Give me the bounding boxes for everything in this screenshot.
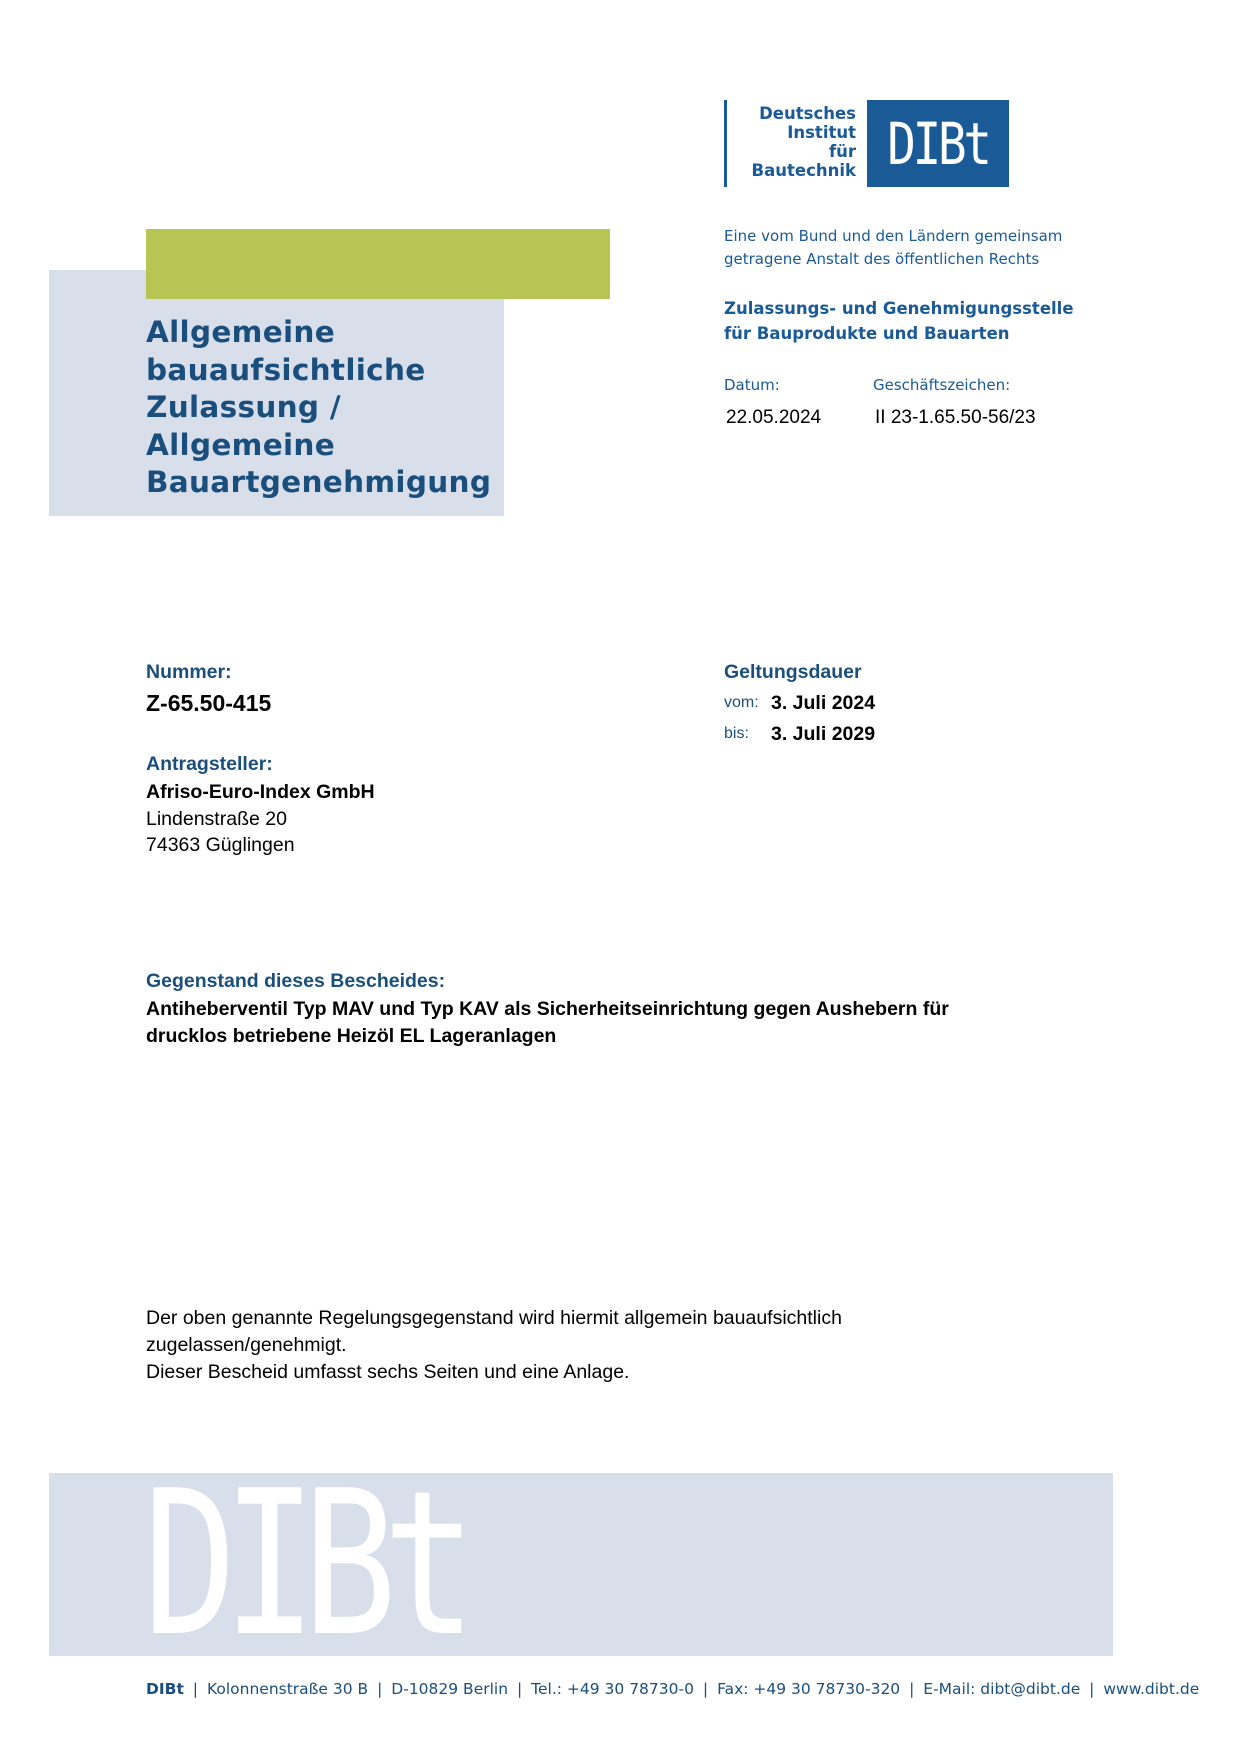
footer-separator: | (1089, 1680, 1095, 1698)
footer-fax: Fax: +49 30 78730-320 (717, 1680, 901, 1698)
number-label: Nummer: (146, 661, 232, 683)
footer-separator: | (377, 1680, 383, 1698)
subject-line-1: Antiheberventil Typ MAV und Typ KAV als Sicherheitseinrichtung gegen Aushebern für (146, 998, 949, 1020)
logo-wordmark (730, 104, 856, 180)
footer-contact-line (146, 1680, 1199, 1698)
validity-to-label: bis: (724, 725, 749, 742)
title-line-2: bauaufsichtliche (146, 352, 426, 387)
logo-mark (867, 100, 1009, 187)
title-line-5: Bauartgenehmigung (146, 465, 492, 499)
footer-address: Kolonnenstraße 30 B (206, 1680, 369, 1698)
applicant-name: Afriso-Euro-Index GmbH (146, 781, 375, 803)
date-label: Datum: (724, 376, 780, 394)
statement-line-2: zugelassen/genehmigt. (146, 1334, 347, 1356)
validity-from-label: vom: (724, 694, 759, 711)
footer-separator: | (516, 1680, 523, 1698)
logo-divider (724, 100, 727, 187)
subject-line-2: drucklos betriebene Heizöl EL Lageranlagen (146, 1025, 557, 1047)
number-value: Z-65.50-415 (146, 690, 272, 716)
footer-email[interactable]: E-Mail: dibt@dibt.de (923, 1680, 1081, 1698)
title-line-4: Allgemeine (146, 427, 336, 462)
logo-line-1: Deutsches (759, 104, 856, 123)
footer-separator: | (192, 1680, 199, 1698)
logo-line-2: Institut (787, 123, 856, 142)
title-line-3: Zulassung / (146, 390, 341, 424)
footer-tel: Tel.: +49 30 78730-0 (531, 1680, 694, 1698)
statement-line-1: Der oben genannte Regelungsgegenstand wird hiermit allgemein bauaufsichtlich (146, 1307, 842, 1329)
validity-label: Geltungsdauer (724, 661, 862, 683)
watermark-logo: DIBt (143, 1473, 463, 1656)
reference-label: Geschäftszeichen: (873, 376, 1011, 394)
logo-mark-text: DIBt (887, 110, 989, 178)
subject-label: Gegenstand dieses Bescheides: (146, 970, 446, 992)
footer-website[interactable]: www.dibt.de (1103, 1680, 1200, 1698)
footer-city: D-10829 Berlin (391, 1680, 509, 1698)
logo-line-4: Bautechnik (751, 161, 856, 180)
institution-line-1: Eine vom Bund und den Ländern gemeinsam (724, 227, 1063, 245)
applicant-street: Lindenstraße 20 (146, 808, 287, 830)
office-name (724, 296, 1074, 346)
footer-separator: | (909, 1680, 915, 1698)
statement-line-3: Dieser Bescheid umfasst sechs Seiten und eine Anlage. (146, 1361, 630, 1383)
title-accent-bar (146, 229, 610, 299)
reference-value: II 23-1.65.50-56/23 (875, 407, 1036, 428)
logo-line-3: für (828, 142, 856, 161)
validity-from-value: 3. Juli 2024 (771, 692, 876, 714)
office-line-1: Zulassungs- und Genehmigungsstelle (724, 299, 1074, 318)
applicant-city: 74363 Güglingen (146, 834, 295, 856)
validity-to-value: 3. Juli 2029 (771, 723, 876, 745)
institution-description (724, 225, 1062, 271)
institution-line-2: getragene Anstalt des öffentlichen Rechts (724, 250, 1040, 268)
office-line-2: für Bauprodukte und Bauarten (724, 324, 1010, 343)
document-title (146, 314, 491, 502)
date-value: 22.05.2024 (726, 407, 822, 428)
footer-watermark-band (49, 1473, 1113, 1656)
approval-statement (146, 1305, 842, 1386)
footer-org: DIBt (146, 1680, 184, 1698)
footer-separator: | (702, 1680, 709, 1698)
title-line-1: Allgemeine (146, 315, 336, 349)
applicant-label: Antragsteller: (146, 753, 273, 775)
